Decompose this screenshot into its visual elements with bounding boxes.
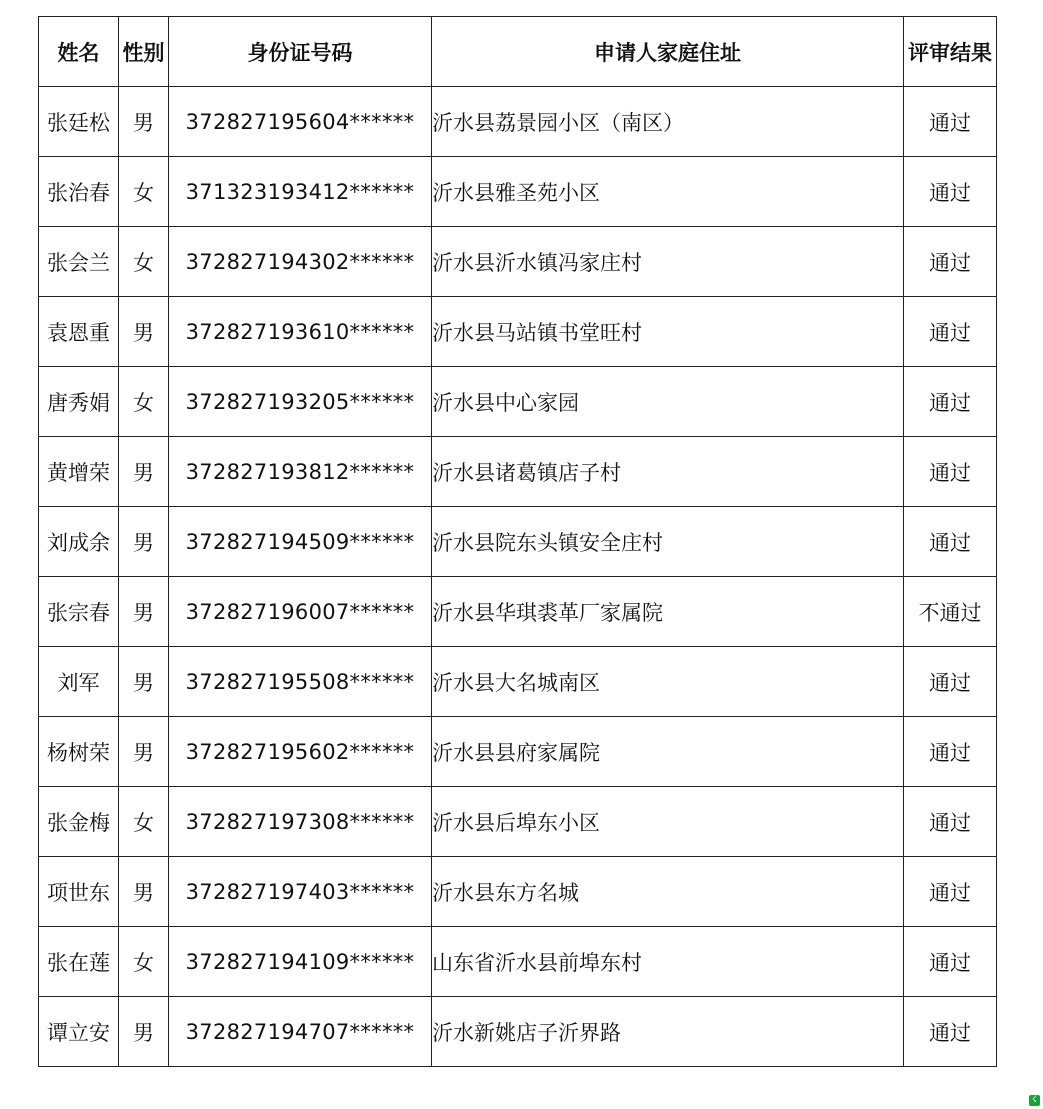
table-row bbox=[39, 997, 997, 1067]
cell-result: 通过 bbox=[904, 997, 997, 1067]
cell-id-number: 372827195604****** bbox=[169, 87, 432, 157]
cell-name: 项世东 bbox=[39, 857, 119, 927]
cell-address: 沂水县沂水镇冯家庄村 bbox=[432, 227, 904, 297]
cell-name: 唐秀娟 bbox=[39, 367, 119, 437]
cell-address: 沂水县雅圣苑小区 bbox=[432, 157, 904, 227]
cell-name: 张金梅 bbox=[39, 787, 119, 857]
cell-name: 张在莲 bbox=[39, 927, 119, 997]
review-results-table bbox=[38, 16, 997, 1067]
cell-address: 沂水县马站镇书堂旺村 bbox=[432, 297, 904, 367]
cell-result: 通过 bbox=[904, 647, 997, 717]
table-row bbox=[39, 717, 997, 787]
cell-address: 山东省沂水县前埠东村 bbox=[432, 927, 904, 997]
cell-gender: 女 bbox=[119, 367, 169, 437]
cell-gender: 女 bbox=[119, 787, 169, 857]
table-row bbox=[39, 437, 997, 507]
table-row bbox=[39, 87, 997, 157]
table-body bbox=[39, 87, 997, 1067]
cell-gender: 女 bbox=[119, 227, 169, 297]
cell-result: 通过 bbox=[904, 367, 997, 437]
cell-id-number: 372827196007****** bbox=[169, 577, 432, 647]
cell-gender: 男 bbox=[119, 507, 169, 577]
cell-name: 刘成余 bbox=[39, 507, 119, 577]
cell-id-number: 372827197308****** bbox=[169, 787, 432, 857]
cell-result: 不通过 bbox=[904, 577, 997, 647]
cell-id-number: 372827194707****** bbox=[169, 997, 432, 1067]
cell-gender: 男 bbox=[119, 717, 169, 787]
cell-name: 张会兰 bbox=[39, 227, 119, 297]
cell-name: 谭立安 bbox=[39, 997, 119, 1067]
table-row bbox=[39, 367, 997, 437]
table-row bbox=[39, 857, 997, 927]
cell-result: 通过 bbox=[904, 227, 997, 297]
cell-address: 沂水县院东头镇安全庄村 bbox=[432, 507, 904, 577]
cell-address: 沂水县中心家园 bbox=[432, 367, 904, 437]
cell-id-number: 372827193610****** bbox=[169, 297, 432, 367]
cell-id-number: 372827195602****** bbox=[169, 717, 432, 787]
cell-address: 沂水县荔景园小区（南区） bbox=[432, 87, 904, 157]
table-row bbox=[39, 297, 997, 367]
cell-gender: 男 bbox=[119, 297, 169, 367]
cell-name: 杨树荣 bbox=[39, 717, 119, 787]
cell-id-number: 372827195508****** bbox=[169, 647, 432, 717]
header-gender: 性别 bbox=[119, 17, 169, 87]
cell-id-number: 372827197403****** bbox=[169, 857, 432, 927]
cell-gender: 男 bbox=[119, 997, 169, 1067]
cell-name: 张宗春 bbox=[39, 577, 119, 647]
cell-name: 张廷松 bbox=[39, 87, 119, 157]
header-address: 申请人家庭住址 bbox=[432, 17, 904, 87]
cell-result: 通过 bbox=[904, 857, 997, 927]
cell-gender: 男 bbox=[119, 577, 169, 647]
cell-id-number: 372827193812****** bbox=[169, 437, 432, 507]
table-header-row bbox=[39, 17, 997, 87]
cell-result: 通过 bbox=[904, 87, 997, 157]
cell-address: 沂水县大名城南区 bbox=[432, 647, 904, 717]
cell-address: 沂水县县府家属院 bbox=[432, 717, 904, 787]
cell-gender: 男 bbox=[119, 857, 169, 927]
header-id: 身份证号码 bbox=[169, 17, 432, 87]
table-row bbox=[39, 157, 997, 227]
cell-name: 黄增荣 bbox=[39, 437, 119, 507]
cell-result: 通过 bbox=[904, 507, 997, 577]
cell-id-number: 371323193412****** bbox=[169, 157, 432, 227]
cell-gender: 男 bbox=[119, 437, 169, 507]
cell-id-number: 372827194302****** bbox=[169, 227, 432, 297]
cell-address: 沂水县东方名城 bbox=[432, 857, 904, 927]
table-row bbox=[39, 927, 997, 997]
cell-address: 沂水县后埠东小区 bbox=[432, 787, 904, 857]
cell-address: 沂水县华琪裘革厂家属院 bbox=[432, 577, 904, 647]
app-badge-icon: ☇ bbox=[1029, 1095, 1040, 1106]
header-result: 评审结果 bbox=[904, 17, 997, 87]
cell-address: 沂水新姚店子沂界路 bbox=[432, 997, 904, 1067]
cell-gender: 女 bbox=[119, 927, 169, 997]
cell-name: 刘军 bbox=[39, 647, 119, 717]
cell-result: 通过 bbox=[904, 787, 997, 857]
table-row bbox=[39, 507, 997, 577]
cell-id-number: 372827194509****** bbox=[169, 507, 432, 577]
cell-address: 沂水县诸葛镇店子村 bbox=[432, 437, 904, 507]
cell-id-number: 372827193205****** bbox=[169, 367, 432, 437]
cell-result: 通过 bbox=[904, 437, 997, 507]
cell-name: 张治春 bbox=[39, 157, 119, 227]
cell-gender: 男 bbox=[119, 87, 169, 157]
table-row bbox=[39, 577, 997, 647]
cell-name: 袁恩重 bbox=[39, 297, 119, 367]
cell-gender: 男 bbox=[119, 647, 169, 717]
table-row bbox=[39, 227, 997, 297]
table-row bbox=[39, 787, 997, 857]
cell-result: 通过 bbox=[904, 927, 997, 997]
cell-gender: 女 bbox=[119, 157, 169, 227]
cell-id-number: 372827194109****** bbox=[169, 927, 432, 997]
header-name: 姓名 bbox=[39, 17, 119, 87]
table-row bbox=[39, 647, 997, 717]
cell-result: 通过 bbox=[904, 297, 997, 367]
cell-result: 通过 bbox=[904, 717, 997, 787]
cell-result: 通过 bbox=[904, 157, 997, 227]
